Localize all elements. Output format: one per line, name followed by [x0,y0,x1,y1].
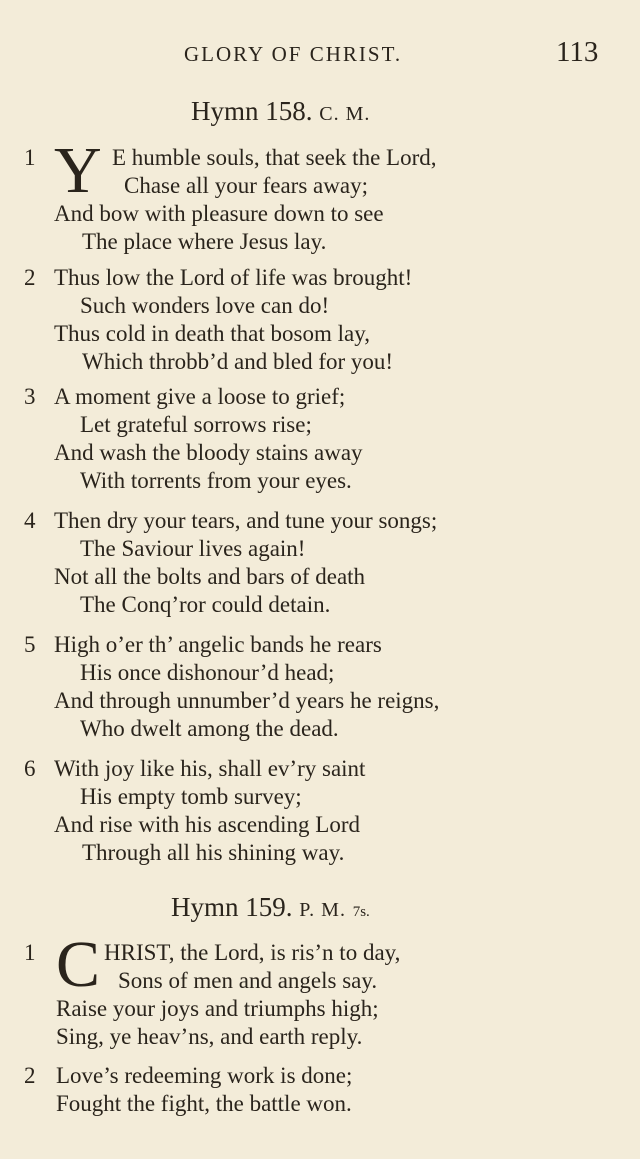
verse-line: Then dry your tears, and tune your songs; [54,508,438,533]
hymn-word: Hymn [171,892,239,922]
verse-line: The place where Jesus lay. [82,229,327,254]
verse-number: 1 [24,145,36,170]
drop-cap: Y [54,134,102,207]
verse-line: Raise your joys and triumphs high; [56,996,379,1021]
verse-line: Sing, ye heav’ns, and earth reply. [56,1024,363,1049]
verse-line: Through all his shining way. [82,840,345,865]
verse-line: A moment give a loose to grief; [54,384,346,409]
hymn-meter: P. M. [299,899,346,921]
verse-line: E humble souls, that seek the Lord, [112,145,437,170]
verse-line: Sons of men and angels say. [118,968,378,993]
hymn-number: 158. [265,96,313,126]
verse-line: Chase all your fears away; [124,173,368,198]
verse-line: Love’s redeeming work is done; [56,1063,353,1088]
verse-number: 1 [24,940,36,965]
verse-line: Let grateful sorrows rise; [80,412,312,437]
hymn-word: Hymn [191,96,259,126]
verse-number: 3 [24,384,36,409]
verse-line: His once dishonour’d head; [80,660,335,685]
hymn-number: 159. [245,892,293,922]
hymn-158-heading [191,96,370,127]
verse-number: 5 [24,632,36,657]
running-head [0,36,640,70]
verse-line: His empty tomb survey; [80,784,302,809]
verse-line: With joy like his, shall ev’ry saint [54,756,366,781]
verse-line: Who dwelt among the dead. [80,716,339,741]
hymn-meter-extra: 7s. [352,904,370,920]
hymn-meter: C. M. [319,103,371,125]
verse-line: With torrents from your eyes. [80,468,352,493]
verse-line: Thus low the Lord of life was brought! [54,265,413,290]
verse-number: 2 [24,265,36,290]
verse-line: The Saviour lives again! [80,536,306,561]
verse-line: Not all the bolts and bars of death [54,564,366,589]
page-number: 113 [556,36,599,68]
verse-line: Which throbb’d and bled for you! [82,349,394,374]
verse-line: HRIST, the Lord, is ris’n to day, [104,940,401,965]
verse-line: High o’er th’ angelic bands he rears [54,632,382,657]
verse-number: 4 [24,508,36,533]
verse-line: The Conq’ror could detain. [80,592,331,617]
verse-line: Such wonders love can do! [80,293,330,318]
running-title: GLORY OF CHRIST. [184,42,403,66]
drop-cap: C [56,928,101,1001]
verse-number: 2 [24,1063,36,1088]
verse-line: And wash the bloody stains away [54,440,363,465]
verse-line: And bow with pleasure down to see [54,201,384,226]
verse-number: 6 [24,756,36,781]
verse-line: Fought the fight, the battle won. [56,1091,352,1116]
verse-line: And through unnumber’d years he reigns, [54,688,440,713]
hymn-159-heading [171,892,370,923]
verse-line: And rise with his ascending Lord [54,812,360,837]
verse-line: Thus cold in death that bosom lay, [54,321,370,346]
